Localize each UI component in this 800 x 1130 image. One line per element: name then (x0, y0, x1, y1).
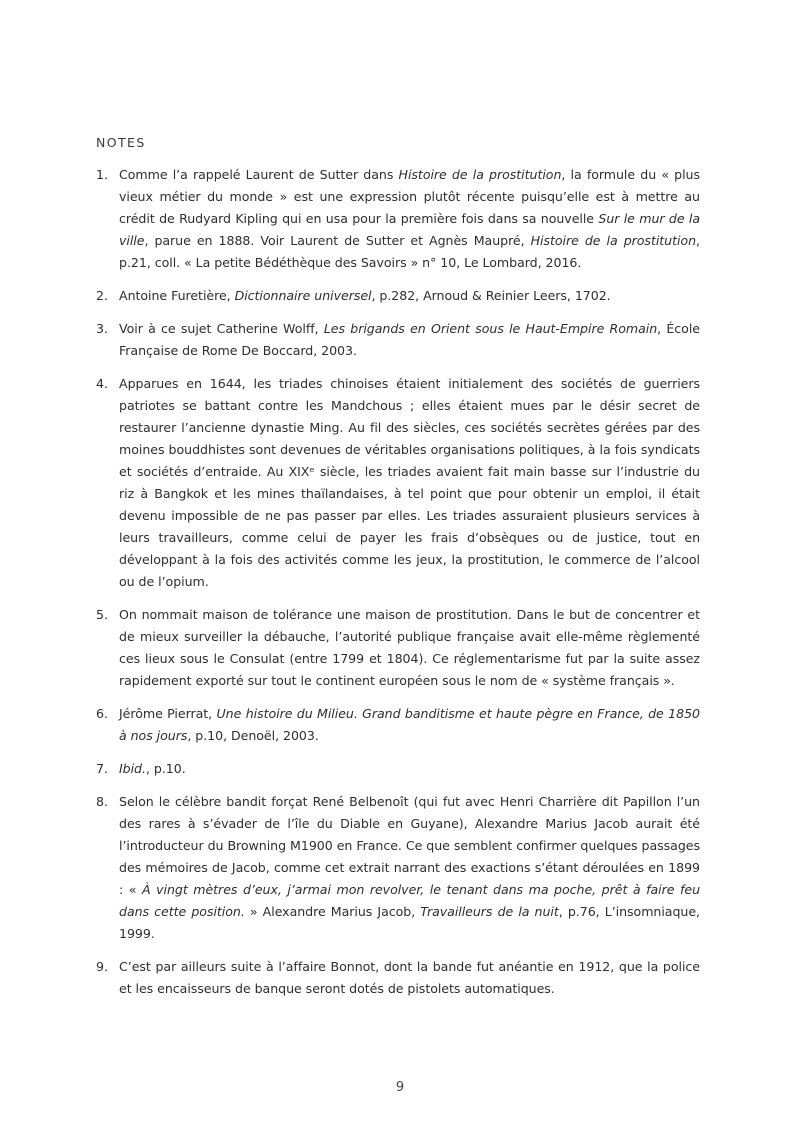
footnote-text: Comme l’a rappelé Laurent de Sutter dans (119, 167, 399, 182)
footnote-italic-text: Sur le mur de la ville (119, 211, 700, 248)
footnote-item (96, 791, 700, 945)
footnote-italic-text: Travailleurs de la nuit (420, 904, 559, 919)
footnote-text: , p.282, Arnoud & Reinier Leers, 1702. (371, 288, 611, 303)
footnote-text: Voir à ce sujet Catherine Wolff, (119, 321, 324, 336)
footnote-number: 1. (96, 167, 108, 182)
notes-heading: NOTES (96, 135, 146, 150)
footnote-text: Jérôme Pierrat, (119, 706, 217, 721)
footnote-text: , parue en 1888. Voir Laurent de Sutter et Agnès Maupré, (144, 233, 531, 248)
footnote-number: 4. (96, 376, 108, 391)
footnote-text: On nommait maison de tolérance une maison de prostitution. Dans le but de concentrer et de mieux surveiller la débauche, l’autorité publique française avait elle-même règlementé ces lieux sous le Consulat (entre 1799 et 1804). Ce réglementarisme fut par la suite assez rapidement exporté sur tout le continent européen sous le nom de « système français ». (119, 607, 700, 688)
footnote-number: 8. (96, 794, 108, 809)
footnote-number: 5. (96, 607, 108, 622)
footnote-text: Antoine Furetière, (119, 288, 235, 303)
footnote-text: , p.21, coll. « La petite Bédéthèque des Savoirs » n° 10, Le Lombard, 2016. (119, 233, 700, 270)
footnote-text: » Alexandre Marius Jacob, (244, 904, 421, 919)
footnote-item (96, 318, 700, 362)
footnote-text: Selon le célèbre bandit forçat René Belbenoît (qui fut avec Henri Charrière dit Papillon l’un des rares à s’évader de l’île du Diable en Guyane), Alexandre Marius Jacob aurait été l’introducteur du Browning M1900 en France. Ce que semblent confirmer quelques passages des mémoires de Jacob, comme cet extrait narrant des exactions s’étant déroulées en 1899 : « (119, 794, 700, 897)
notes-list (96, 164, 700, 1000)
footnote-number: 6. (96, 706, 108, 721)
footnote-item (96, 373, 700, 593)
footnote-item (96, 164, 700, 274)
footnote-italic-text: Une histoire du Milieu. Grand banditisme et haute pègre en France, de 1850 à nos jours (119, 706, 700, 743)
footnote-text: , p.76, L’insomniaque, 1999. (119, 904, 700, 941)
footnote-text: , p.10, Denoël, 2003. (187, 728, 319, 743)
footnote-item (96, 758, 700, 780)
footnote-number: 3. (96, 321, 108, 336)
footnote-item (96, 956, 700, 1000)
footnote-italic-text: Dictionnaire universel (234, 288, 372, 303)
footnote-italic-text: À vingt mètres d’eux, j’armai mon revolver, le tenant dans ma poche, prêt à faire feu dans cette position. (119, 882, 700, 919)
footnote-text: , École Française de Rome De Boccard, 2003. (119, 321, 700, 358)
page-number: 9 (395, 1080, 405, 1095)
footnote-number: 9. (96, 959, 108, 974)
notes-page (96, 132, 700, 1011)
footnote-number: 2. (96, 288, 108, 303)
footnote-number: 7. (96, 761, 108, 776)
footnote-item (96, 285, 700, 307)
footnote-item (96, 604, 700, 692)
footnote-text: , p.10. (145, 761, 186, 776)
footnote-text: Apparues en 1644, les triades chinoises étaient initialement des sociétés de guerriers patriotes se battant contre les Mandchous ; elles étaient mues par le désir secret de restaurer l’ancienne dynastie Ming. Au fil des siècles, ces sociétés secrètes gérées par des moines bouddhistes sont devenues de véritables organisations politiques, à la fois syndicats et sociétés d’entraide. Au XIXᵉ siècle, les triades avaient fait main basse sur l’industrie du riz à Bangkok et les mines thaïlandaises, à tel point que pour obtenir un emploi, il était devenu impossible de ne pas passer par elles. Les triades assuraient plusieurs services à leurs travailleurs, comme celui de payer les frais d’obsèques ou de justice, tout en développant à la fois des activités comme les jeux, la prostitution, le commerce de l’alcool ou de l’opium. (119, 376, 700, 589)
footnote-italic-text: Histoire de la prostitution (530, 233, 697, 248)
footnote-item (96, 703, 700, 747)
footnote-text: C’est par ailleurs suite à l’affaire Bonnot, dont la bande fut anéantie en 1912, que la police et les encaisseurs de banque seront dotés de pistolets automatiques. (119, 959, 700, 996)
footnote-italic-text: Les brigands en Orient sous le Haut-Empire Romain (323, 321, 658, 336)
footnote-italic-text: Ibid. (119, 761, 146, 776)
footnote-text: , la formule du « plus vieux métier du monde » est une expression plutôt récente puisqu’elle est à mettre au crédit de Rudyard Kipling qui en usa pour la première fois dans sa nouvelle (119, 167, 700, 226)
footnote-italic-text: Histoire de la prostitution (398, 167, 562, 182)
